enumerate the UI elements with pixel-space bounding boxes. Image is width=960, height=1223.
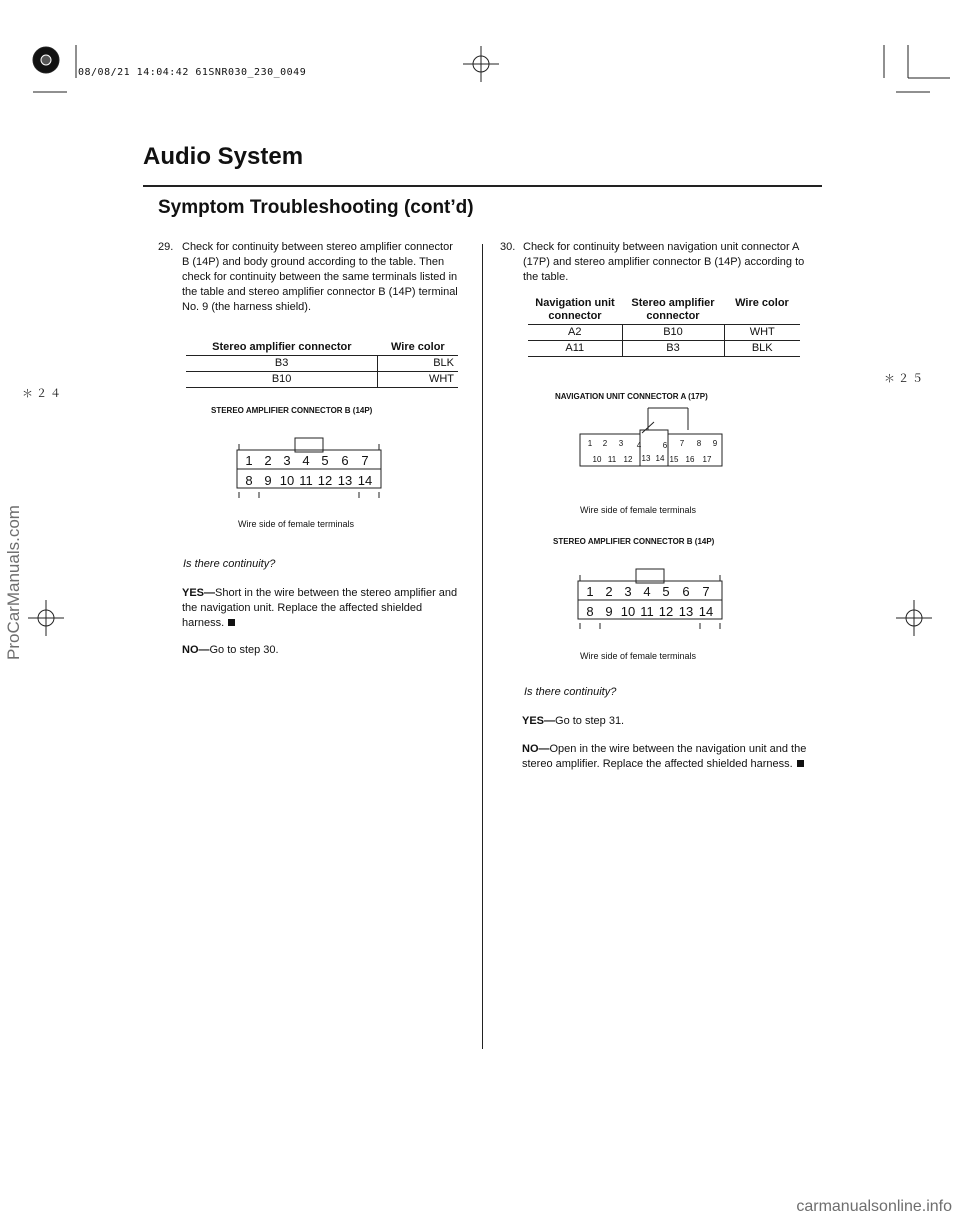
connector-pin-number: 13 <box>678 604 694 619</box>
page-subtitle: Symptom Troubleshooting (cont’d) <box>158 197 474 218</box>
nav-pin: 4 <box>636 441 642 450</box>
connector-pin-number: 10 <box>620 604 636 619</box>
nav-pin: 13 <box>641 454 651 463</box>
nav-pin: 6 <box>662 441 668 450</box>
question-text: Is there continuity? <box>183 558 276 570</box>
end-mark <box>797 760 804 767</box>
nav-pin: 17 <box>702 455 712 464</box>
table-row: A2 B10 WHT <box>528 325 800 341</box>
nav-pin: 8 <box>696 439 702 448</box>
connector-pin-number: 10 <box>279 473 295 488</box>
question-text: Is there continuity? <box>524 686 617 698</box>
nav-pin: 16 <box>685 455 695 464</box>
step-text: Check for continuity between stereo amplifier connector B (14P) and body ground according to the table. Then check for continuity between the same terminals listed in the table and stereo amplifier connector B (14P) terminal No. 9 (the harness shield). <box>182 241 458 313</box>
footer-watermark: carmanualsonline.info <box>796 1198 952 1215</box>
connector-pin-number: 9 <box>264 473 272 488</box>
connector-pin-number: 5 <box>662 584 670 599</box>
connector-pin-number: 1 <box>586 584 594 599</box>
amp-connector-label: STEREO AMPLIFIER CONNECTOR B (14P) <box>553 537 715 546</box>
table-row: B3 BLK <box>186 356 458 372</box>
yes-answer: YES—Short in the wire between the stereo amplifier and the navigation unit. Replace the affected shielded harness. <box>182 587 458 629</box>
stereo-amp-connector-diagram <box>235 436 383 498</box>
nav-pin: 7 <box>679 439 685 448</box>
nav-pin: 2 <box>602 439 608 448</box>
connector-pin-number: 13 <box>337 473 353 488</box>
side-watermark: ProCarManuals.com <box>4 505 23 660</box>
connector-pin-number: 8 <box>245 473 253 488</box>
column-divider <box>482 244 483 1049</box>
yes-label: YES <box>182 587 205 599</box>
stereo-amp-connector-diagram <box>576 567 724 629</box>
step29-table <box>186 340 458 388</box>
connector-pin-number: 2 <box>605 584 613 599</box>
step30-table <box>528 296 800 357</box>
step-number: 30. <box>500 241 516 253</box>
page-mark-left: ＊２４ <box>22 388 64 400</box>
nav-pin: 3 <box>618 439 624 448</box>
nav-pin: 10 <box>592 455 602 464</box>
connector-pin-number: 12 <box>317 473 333 488</box>
page-mark-right: ＊２５ <box>884 373 926 385</box>
connector-pin-number: 8 <box>586 604 594 619</box>
no-label: NO <box>182 644 199 656</box>
table-header: Stereo amplifier connector <box>631 297 715 322</box>
connector-pin-number: 7 <box>702 584 710 599</box>
nav-connector-label: NAVIGATION UNIT CONNECTOR A (17P) <box>555 392 708 401</box>
print-stamp: 08/08/21 14:04:42 61SNR030_230_0049 <box>78 67 307 78</box>
table-header: Navigation unit connector <box>535 297 615 322</box>
nav-pin: 11 <box>607 455 617 464</box>
connector-pin-number: 14 <box>357 473 373 488</box>
connector-pin-number: 5 <box>321 453 329 468</box>
connector-pin-number: 6 <box>682 584 690 599</box>
table-row: B10 WHT <box>186 372 458 388</box>
table-row: A11 B3 BLK <box>528 341 800 357</box>
nav-unit-connector-diagram <box>578 404 728 470</box>
title-rule <box>143 185 822 187</box>
nav-pin: 12 <box>623 455 633 464</box>
connector-label: STEREO AMPLIFIER CONNECTOR B (14P) <box>211 406 373 415</box>
no-label: NO <box>522 743 539 755</box>
connector-pin-number: 1 <box>245 453 253 468</box>
connector-pin-number: 9 <box>605 604 613 619</box>
yes-label: YES <box>522 715 545 727</box>
nav-pin: 14 <box>655 454 665 463</box>
step-number: 29. <box>158 241 174 253</box>
step-text: Check for continuity between navigation unit connector A (17P) and stereo amplifier connector B (14P) according to the table. <box>523 241 805 283</box>
connector-pin-number: 12 <box>658 604 674 619</box>
connector-pin-number: 4 <box>302 453 310 468</box>
connector-pin-number: 14 <box>698 604 714 619</box>
connector-pin-number: 6 <box>341 453 349 468</box>
table-header: Wire color <box>391 341 445 353</box>
amp-connector-caption: Wire side of female terminals <box>580 651 697 661</box>
connector-pin-number: 4 <box>643 584 651 599</box>
connector-pin-number: 11 <box>299 473 313 488</box>
connector-caption: Wire side of female terminals <box>238 519 355 529</box>
nav-pin: 9 <box>712 439 718 448</box>
connector-pin-number: 3 <box>283 453 291 468</box>
page-title: Audio System <box>143 143 304 170</box>
table-header: Stereo amplifier connector <box>212 341 352 353</box>
connector-pin-number: 2 <box>264 453 272 468</box>
connector-pin-number: 3 <box>624 584 632 599</box>
connector-pin-number: 7 <box>361 453 369 468</box>
end-mark <box>228 619 235 626</box>
nav-pin: 1 <box>587 439 593 448</box>
yes-answer: YES—Go to step 31. <box>522 715 625 727</box>
nav-pin: 15 <box>669 455 679 464</box>
no-answer: NO—Go to step 30. <box>182 644 279 656</box>
connector-pin-number: 11 <box>640 604 654 619</box>
nav-connector-caption: Wire side of female terminals <box>580 505 697 515</box>
table-header: Wire color <box>735 297 789 309</box>
no-answer: NO—Open in the wire between the navigation unit and the stereo amplifier. Replace the affected shielded harness. <box>522 743 807 770</box>
